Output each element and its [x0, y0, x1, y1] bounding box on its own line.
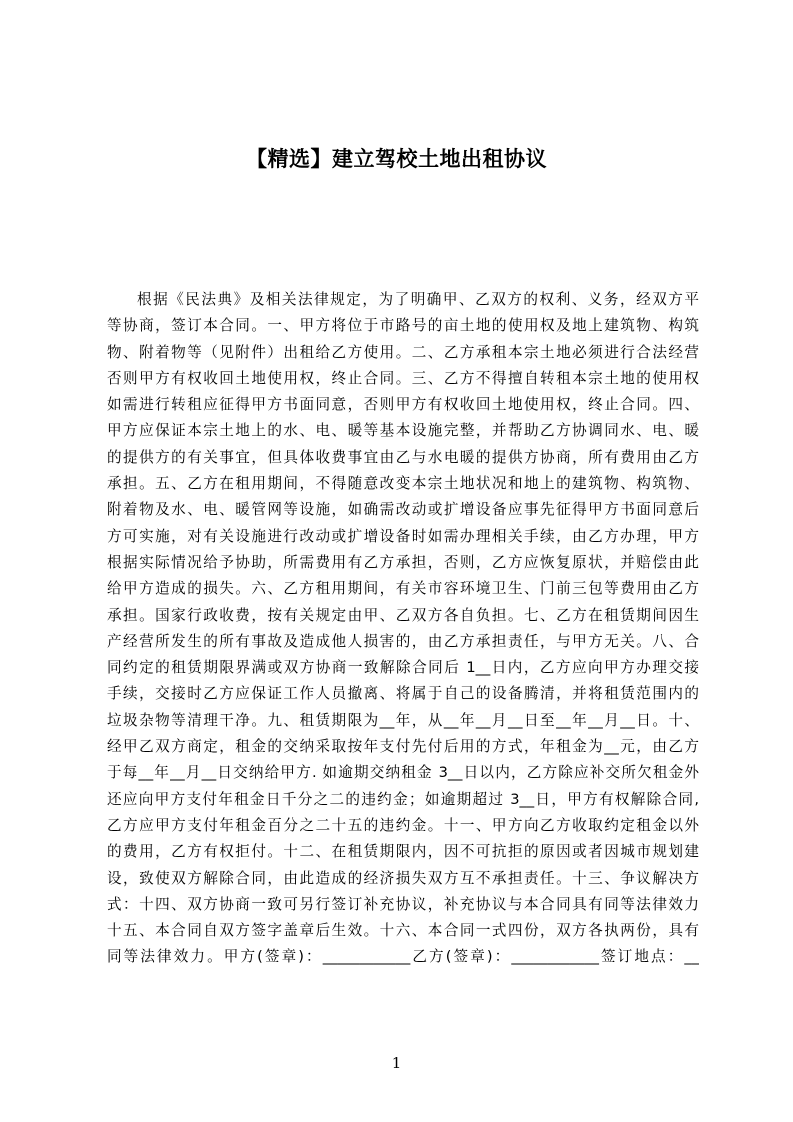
body-line: 经甲乙双方商定，租金的交纳采取按年支付先付后用的方式，年租金为__元，由乙方 — [107, 738, 699, 756]
body-line: 垃圾杂物等清理干净。九、租赁期限为__年，从__年__月__日至__年__月__日。十、 — [107, 711, 699, 729]
body-line: 同等法律效力。甲方(签章)：____________乙方(签章)：____________签订地点：__ — [107, 948, 699, 966]
body-line: 物、附着物等（见附件）出租给乙方使用。二、乙方承租本宗土地必须进行合法经营 — [107, 343, 699, 361]
body-line: 承担。国家行政收费，按有关规定由甲、乙双方各自负担。七、乙方在租赁期间因生 — [107, 606, 699, 624]
body-line: 等协商，签订本合同。一、甲方将位于市路号的亩土地的使用权及地上建筑物、构筑 — [107, 317, 699, 335]
contract-body — [107, 287, 699, 971]
body-line: 给甲方造成的损失。六、乙方租用期间，有关市容环境卫生、门前三包等费用由乙方 — [107, 580, 699, 598]
body-line: 如需进行转租应征得甲方书面同意，否则甲方有权收回土地使用权，终止合同。四、 — [107, 396, 699, 414]
body-line: 否则甲方有权收回土地使用权，终止合同。三、乙方不得擅自转租本宗土地的使用权 — [107, 369, 699, 387]
body-line: 手续，交接时乙方应保证工作人员撤离、将属于自己的设备腾清，并将租赁范围内的 — [107, 685, 699, 703]
body-line: 式：十四、双方协商一致可另行签订补充协议，补充协议与本合同具有同等法律效力 — [107, 895, 699, 913]
body-line: 的费用，乙方有权拒付。十二、在租赁期限内，因不可抗拒的原因或者因城市规划建 — [107, 843, 699, 861]
body-line: 根据《民法典》及相关法律规定，为了明确甲、乙双方的权利、义务，经双方平 — [137, 291, 699, 308]
page-title: 【精选】建立驾校土地出租协议 — [246, 147, 547, 171]
body-line: 根据实际情况给予协助，所需费用有乙方承担，否则，乙方应恢复原状，并赔偿由此 — [107, 553, 699, 571]
body-line: 产经营所发生的所有事故及造成他人损害的，由乙方承担责任，与甲方无关。八、合 — [107, 632, 699, 650]
body-line: 甲方应保证本宗土地上的水、电、暖等基本设施完整，并帮助乙方协调同水、电、暖 — [107, 422, 699, 440]
body-line: 承担。五、乙方在租用期间，不得随意改变本宗土地状况和地上的建筑物、构筑物、 — [107, 475, 699, 493]
body-line: 方可实施，对有关设施进行改动或扩增设备时如需办理相关手续，由乙方办理，甲方 — [107, 527, 699, 545]
body-line: 十五、本合同自双方签字盖章后生效。十六、本合同一式四份，双方各执两份，具有 — [107, 922, 699, 940]
body-line: 于每__年__月__日交纳给甲方. 如逾期交纳租金 3__日以内，乙方除应补交所欠租金外 — [107, 764, 699, 782]
body-line: 同约定的租赁期限界满或双方协商一致解除合同后 1__日内，乙方应向甲方办理交接 — [107, 659, 699, 677]
body-line: 附着物及水、电、暖管网等设施，如确需改动或扩增设备应事先征得甲方书面同意后 — [107, 501, 699, 519]
body-line: 乙方应甲方支付年租金百分之二十五的违约金。十一、甲方向乙方收取约定租金以外 — [107, 816, 699, 834]
body-line: 还应向甲方支付年租金日千分之二的违约金；如逾期超过 3__日，甲方有权解除合同, — [107, 790, 699, 808]
page-number: 1 — [391, 1054, 402, 1072]
body-line: 的提供方的有关事宜，但具体收费事宜由乙与水电暖的提供方协商，所有费用由乙方 — [107, 448, 699, 466]
body-line: 设，致使双方解除合同，由此造成的经济损失双方互不承担责任。十三、争议解决方 — [107, 869, 699, 887]
